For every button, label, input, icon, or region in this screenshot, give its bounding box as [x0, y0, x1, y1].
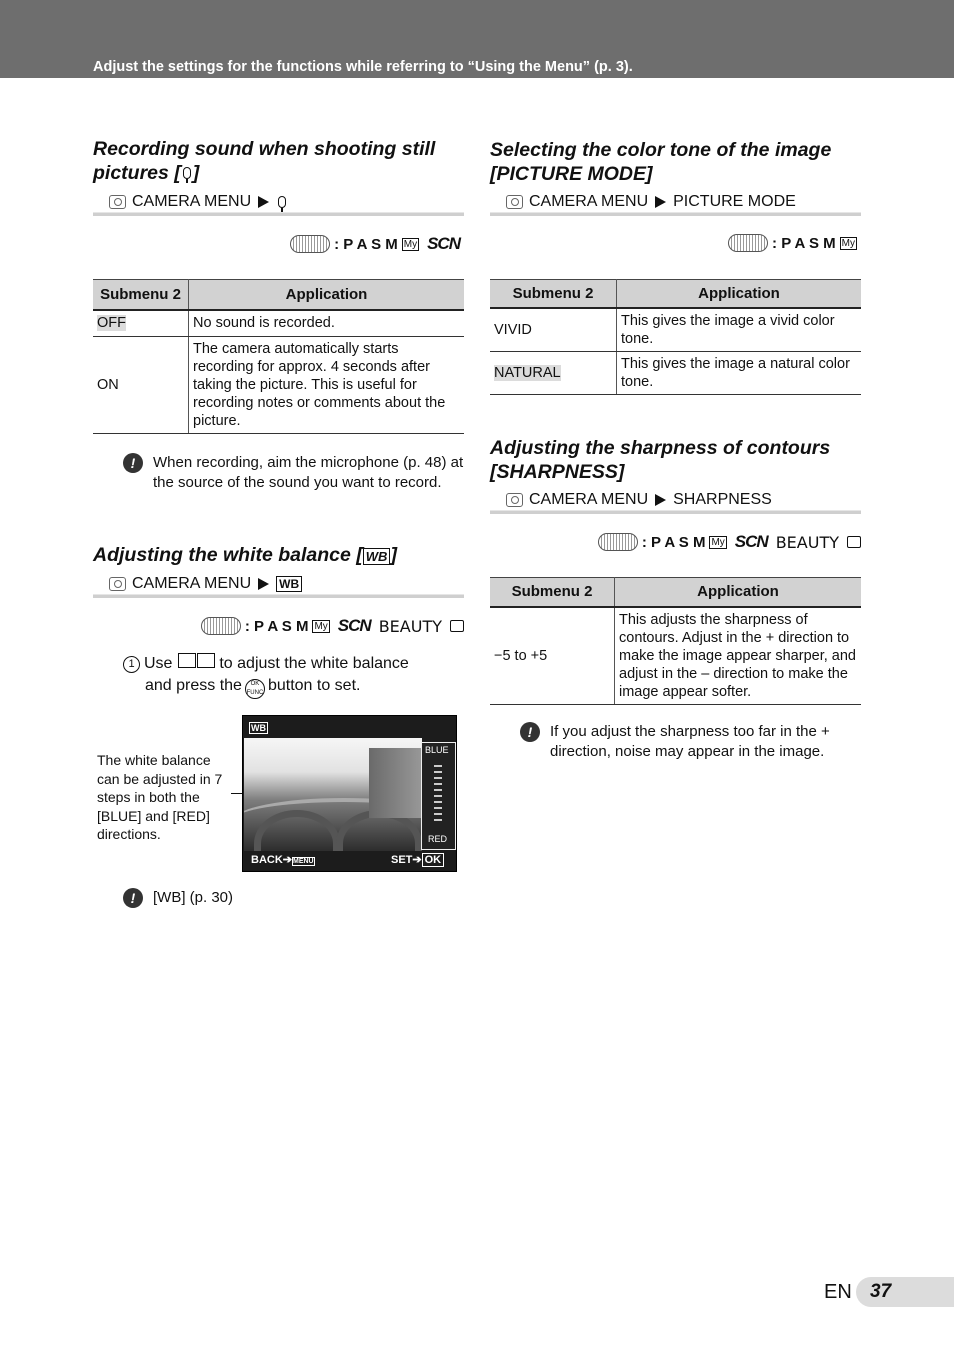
sound-heading: Recording sound when shooting still pictures [ ] [93, 138, 436, 184]
table-row: VIVID This gives the image a vivid color tone. [490, 308, 861, 352]
mode-dial-icon [598, 533, 638, 551]
wb-icon: WB [363, 548, 391, 565]
wb-note: ! [WB] (p. 30) [123, 888, 463, 908]
mode-dial-icon [201, 617, 241, 635]
camera-icon [506, 195, 523, 209]
picture-menu-path: CAMERA MENU PICTURE MODE [490, 192, 861, 211]
banner-text: Adjust the settings for the functions while referring to “Using the Menu” (p. 3). [93, 59, 633, 75]
divider [93, 594, 464, 598]
wb-callout: The white balance can be adjusted in 7 steps in both the [BLUE] and [RED] directions. [97, 752, 223, 842]
arrow-right-icon [655, 494, 666, 506]
self-timer-button-icon [197, 653, 215, 668]
sharp-note: ! If you adjust the sharpness too far in the + direction, noise may appear in the image. [520, 722, 860, 762]
camera-icon [109, 195, 126, 209]
my-mode-icon: My [711, 536, 725, 548]
sound-modes: : P A S M My SCN [290, 234, 464, 254]
wb-scale: BLUE RED [421, 742, 456, 850]
bridge-photo [244, 738, 422, 851]
picture-table: Submenu 2 Application VIVID This gives the image a vivid color tone. NATURAL This gives the image a natural color tone. [490, 279, 861, 395]
microphone-icon [183, 167, 191, 179]
header-banner [0, 0, 954, 78]
set-label: SET➔ OK [391, 853, 444, 866]
divider [490, 212, 861, 216]
sharp-menu-path: CAMERA MENU SHARPNESS [490, 490, 861, 509]
sharp-heading: Adjusting the sharpness of contours [SHARPNESS] [490, 437, 831, 483]
mode-dial-icon [290, 235, 330, 253]
caution-icon: ! [520, 722, 540, 742]
page-number: 37 [870, 1281, 892, 1302]
sound-note: ! When recording, aim the microphone (p. 48) at the source of the sound you want to record. [123, 453, 465, 493]
wb-modes: : P A S M My SCN BEAUTY [201, 616, 464, 636]
ok-func-button-icon: OK FUNC [245, 679, 265, 699]
wb-icon: WB [251, 723, 266, 733]
picture-modes: : P A S M My [728, 234, 861, 252]
picture-heading: Selecting the color tone of the image [PICTURE MODE] [490, 139, 832, 185]
my-mode-icon: My [841, 237, 855, 249]
wb-icon: WB [276, 576, 302, 592]
camera-icon [109, 577, 126, 591]
camera-screen [242, 715, 457, 872]
table-row: −5 to +5 This adjusts the sharpness of contours. Adjust in the + direction to make the image appear sharper, and adjust in the – direction to make the image appear softer. [490, 607, 861, 705]
exposure-button-icon [178, 653, 196, 668]
wb-menu-path: CAMERA MENU WB [93, 574, 464, 593]
my-mode-icon: My [314, 620, 328, 632]
language-label: EN [824, 1281, 852, 1303]
back-label: BACK➔MENU [251, 854, 314, 866]
wb-step: 1 Use to adjust the white balance and press the OK FUNC button to set. [123, 653, 463, 699]
divider [490, 510, 861, 514]
sharp-table: Submenu 2 Application −5 to +5 This adjusts the sharpness of contours. Adjust in the + direction to make the image appear sharper, and adjust in the – direction to make the image appear softer. [490, 577, 861, 705]
table-row: OFF No sound is recorded. [93, 310, 464, 337]
wb-heading: Adjusting the white balance [ WB ] [93, 544, 397, 566]
caution-icon: ! [123, 888, 143, 908]
caution-icon: ! [123, 453, 143, 473]
table-row: NATURAL This gives the image a natural color tone. [490, 351, 861, 394]
mode-dial-icon [728, 234, 768, 252]
my-mode-icon: My [403, 238, 418, 250]
sharp-modes: : P A S M My SCN BEAUTY [598, 532, 861, 552]
table-row: ON The camera automatically starts recording for approx. 4 seconds after taking the picture. This is useful for recording notes or comments about the picture. [93, 337, 464, 434]
arrow-right-icon [258, 196, 269, 208]
arrow-right-icon [655, 196, 666, 208]
sound-table: Submenu 2 Application OFF No sound is recorded. ON The camera automatically starts recording for approx. 4 seconds after taking the picture. This is useful for recording notes or comments about the picture. [93, 279, 464, 434]
divider [93, 212, 464, 216]
microphone-icon [278, 196, 286, 208]
arrow-right-icon [258, 578, 269, 590]
movie-icon [847, 536, 861, 548]
camera-icon [506, 493, 523, 507]
sound-menu-path: CAMERA MENU [93, 192, 464, 211]
movie-icon [450, 620, 464, 632]
